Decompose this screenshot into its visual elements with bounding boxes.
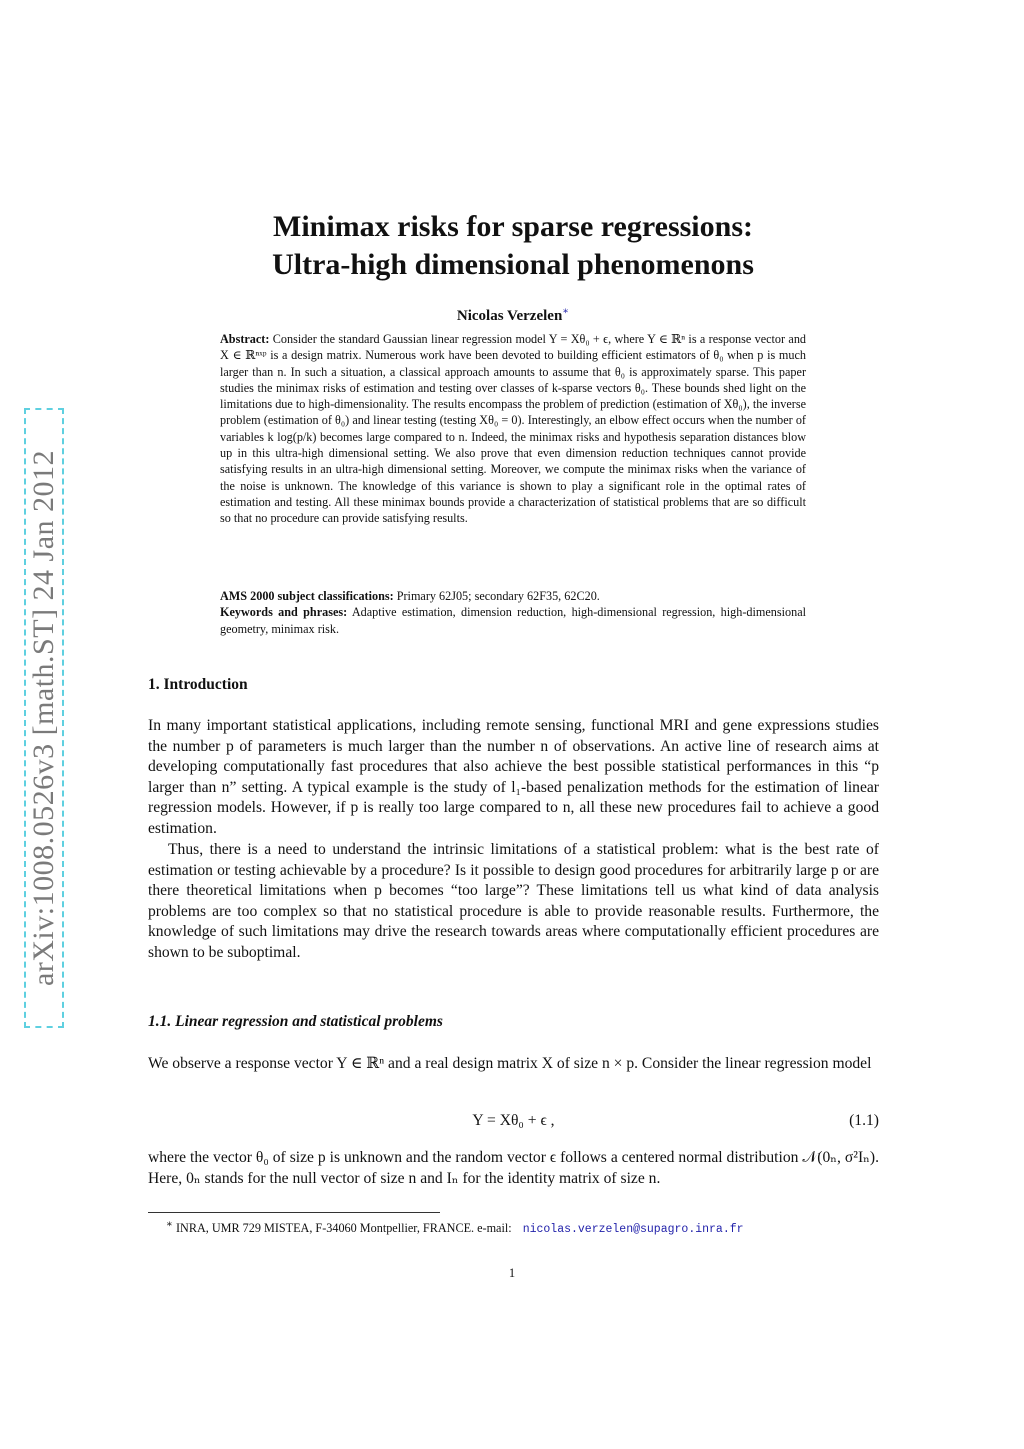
paragraph: We observe a response vector Y ∈ ℝⁿ and a real design matrix X of size n × p. Consider the linear regression model (148, 1055, 872, 1072)
footnote (166, 1217, 879, 1238)
abstract (220, 331, 806, 527)
arxiv-identifier: arXiv:1008.0526v3 [math.ST] 24 Jan 2012 (27, 449, 60, 987)
ams-text: Primary 62J05; secondary 62F35, 62C20. (396, 589, 600, 603)
page-number: 1 (508, 1266, 516, 1280)
paper-title-line-2: Ultra-high dimensional phenomenons (272, 248, 754, 281)
title-block (148, 208, 878, 325)
author (148, 306, 878, 325)
ams-classification (220, 588, 806, 604)
footnote-mark: ∗ (166, 1219, 173, 1230)
email-link[interactable]: nicolas.verzelen@supagro.inra.fr (522, 1223, 744, 1237)
classification-block (220, 588, 806, 637)
equation-body: Y = Xθ₀ + ϵ , (472, 1112, 555, 1129)
author-footnote-mark[interactable]: ∗ (562, 306, 570, 317)
section-heading-introduction: 1. Introduction (148, 676, 248, 693)
paragraph: where the vector θ₀ of size p is unknown and the random vector ϵ follows a centered normal distribution 𝒩(0ₙ, σ²Iₙ). Here, 0ₙ stands for the null vector of size n and Iₙ for the identity matrix of size n. (148, 1149, 879, 1187)
author-name: Nicolas Verzelen (456, 308, 563, 324)
keywords (220, 604, 806, 637)
subsection-heading-linear-regression: 1.1. Linear regression and statistical problems (148, 1013, 443, 1030)
paragraph: Thus, there is a need to understand the intrinsic limitations of a statistical problem: what is the best rate of estimation or testing achievable by a procedure? Is it possible to design good procedures for arbitrarily large p or are there theoretical limitations when p becomes “too large”? These limitations tell us what kind of data analysis problems are too complex so that no statistical procedure is able to provide reasonable results. Furthermore, the knowledge of such limitations may drive the research towards areas where computationally efficient procedures are shown to be suboptimal. (148, 841, 879, 961)
paper-title-line-1: Minimax risks for sparse regressions: (273, 210, 753, 243)
footnote-text: INRA, UMR 729 MISTEA, F-34060 Montpellier, FRANCE. e-mail: (175, 1221, 512, 1236)
paragraph: In many important statistical applications, including remote sensing, functional MRI and gene expressions studies the number p of parameters is much larger than the number n of observations. An active line of research aims at developing computationally fast procedures that also achieve the best possible statistical performances in this “p larger than n” setting. A typical example is the study of l₁-based penalization methods for the estimation of linear regression models. However, if p is really too large compared to n, all these new procedures fail to achieve a good estimation. (148, 717, 879, 837)
keywords-text: Adaptive estimation, dimension reduction, high-dimensional regression, high-dimensional geometry, minimax risk. (220, 605, 806, 636)
keywords-label: Keywords and phrases: (220, 605, 348, 620)
abstract-label: Abstract: (220, 332, 270, 346)
ams-label: AMS 2000 subject classifications: (220, 589, 394, 603)
equation-number: (1.1) (849, 1112, 879, 1129)
abstract-text: Consider the standard Gaussian linear regression model Y = Xθ₀ + ϵ, where Y ∈ ℝⁿ is a response vector and X ∈ ℝⁿˣᵖ is a design matrix. Numerous work have been devoted to building efficient estimators of θ₀ when p is much larger than n. In such a situation, a classical approach amounts to assume that θ₀ is approximately sparse. This paper studies the minimax risks of estimation and testing over classes of k-sparse vectors θ₀. These bounds shed light on the limitations due to high-dimensionality. The results encompass the problem of prediction (estimation of Xθ₀), the inverse problem (estimation of θ₀) and linear testing (testing Xθ₀ = 0). Interestingly, an elbow effect occurs when the number of variables k log(p/k) becomes large compared to n. Indeed, the minimax risks and hypothesis separation distances blow up in this ultra-high dimensional setting. We also prove that even dimension reduction techniques cannot provide satisfying results in an ultra-high dimensional setting. Moreover, we compute the minimax risks when the variance of the noise is unknown. The knowledge of this variance is shown to play a significant role in the optimal rates of estimation and testing. All these minimax bounds provide a characterization of statistical problems that are so difficult so that no procedure can provide satisfying results. (220, 332, 807, 526)
footnote-divider (148, 1212, 440, 1213)
